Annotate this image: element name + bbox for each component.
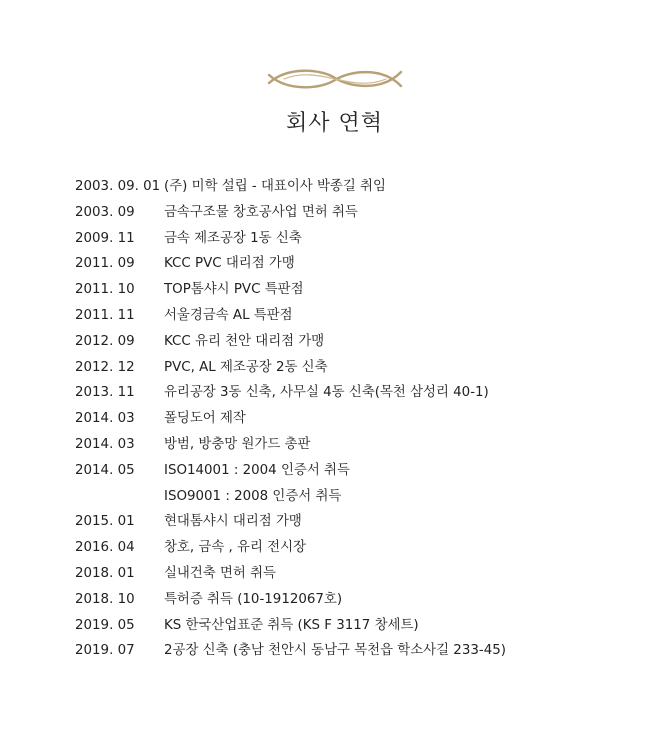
history-event: 창호, 금속 , 유리 전시장 [164, 540, 306, 556]
history-row [75, 408, 506, 434]
history-row [75, 460, 506, 486]
history-event: ISO9001 : 2008 인증서 취득 [164, 488, 342, 504]
history-date: 2018. 01 [75, 565, 135, 581]
history-date: 2011. 10 [75, 282, 135, 298]
history-row [75, 615, 506, 641]
history-date [75, 486, 164, 512]
history-row [75, 589, 506, 615]
history-row [75, 486, 506, 512]
history-date: 2012. 12 [75, 359, 135, 375]
history-list [75, 176, 506, 666]
history-date: 2015. 01 [75, 514, 135, 530]
history-event: 2공장 신축 (충남 천안시 동남구 목천읍 학소사길 233-45) [164, 643, 506, 659]
history-date: 2009. 11 [75, 230, 135, 246]
history-row [75, 331, 506, 357]
history-row [75, 202, 506, 228]
history-row [75, 228, 506, 254]
history-event: ISO14001 : 2004 인증서 취득 [164, 462, 350, 478]
history-event: 금속구조물 창호공사업 면허 취득 [164, 204, 358, 220]
history-event: 실내건축 면허 취득 [164, 565, 276, 581]
history-row [75, 279, 506, 305]
history-event: KCC PVC 대리점 가맹 [164, 256, 295, 272]
history-event: PVC, AL 제조공장 2동 신축 [164, 359, 328, 375]
page-title: 회사 연혁 [285, 111, 383, 136]
history-event: KS 한국산업표준 취득 (KS F 3117 창세트) [164, 617, 419, 633]
history-date: 2011. 11 [75, 307, 135, 323]
history-row [75, 640, 506, 666]
history-event: 서울경금속 AL 특판점 [164, 307, 293, 323]
history-event: 특허증 취득 (10-1912067호) [164, 591, 343, 607]
history-event: 금속 제조공장 1동 신축 [164, 230, 302, 246]
history-row [75, 511, 506, 537]
history-date: 2013. 11 [75, 385, 135, 401]
history-date: 2019. 05 [75, 617, 135, 633]
history-row [75, 357, 506, 383]
history-event: 유리공장 3동 신축, 사무실 4동 신축(목천 삼성리 40-1) [164, 385, 489, 401]
history-date: 2018. 10 [75, 591, 135, 607]
history-row [75, 253, 506, 279]
history-row [75, 434, 506, 460]
history-date: 2011. 09 [75, 256, 135, 272]
history-row [75, 563, 506, 589]
history-row [75, 176, 506, 202]
history-event: 현대톰샤시 대리점 가맹 [164, 514, 302, 530]
history-row [75, 305, 506, 331]
history-date: 2014. 05 [75, 462, 135, 478]
history-event: TOP톰샤시 PVC 특판점 [164, 282, 304, 298]
history-date: 2016. 04 [75, 540, 135, 556]
history-date: 2014. 03 [75, 411, 135, 427]
history-event: (주) 미학 설립 - 대표이사 박종길 취임 [164, 179, 386, 194]
ornament-flourish-icon [266, 64, 404, 94]
history-date: 2014. 03 [75, 436, 135, 452]
history-date: 2003. 09 [75, 204, 135, 220]
history-date: 2019. 07 [75, 643, 135, 659]
history-event: 방범, 방충망 원가드 총판 [164, 436, 311, 452]
history-date: 2012. 09 [75, 333, 135, 349]
history-date: 2003. 09. 01 [75, 179, 161, 194]
history-row [75, 382, 506, 408]
history-event: KCC 유리 천안 대리점 가맹 [164, 333, 325, 349]
history-event: 폴딩도어 제작 [164, 411, 246, 427]
history-row [75, 537, 506, 563]
